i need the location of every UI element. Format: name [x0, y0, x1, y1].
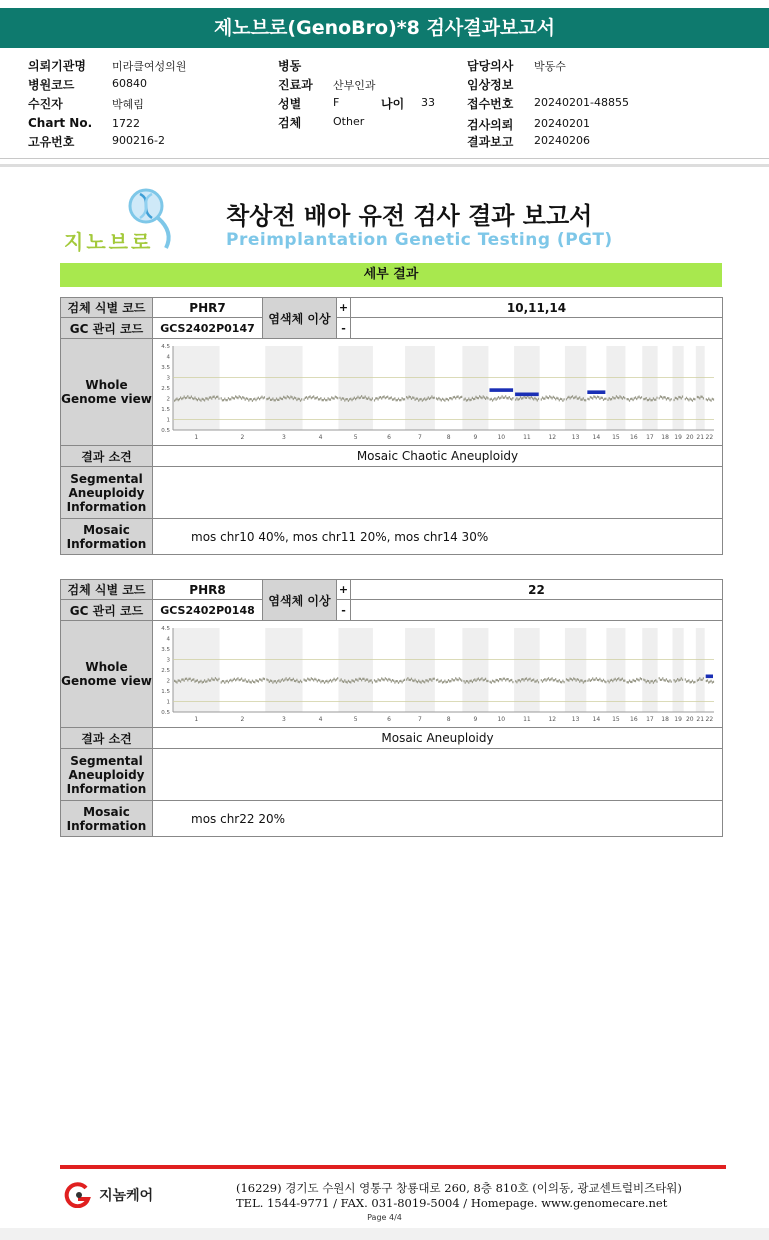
plus-value: 22	[351, 580, 723, 600]
x-tick-label: 5	[353, 716, 358, 723]
info-value: 20240206	[534, 134, 590, 147]
divider	[0, 164, 769, 167]
info-value: F	[333, 96, 340, 109]
x-tick-label: 18	[661, 434, 669, 441]
copy-number-points	[174, 396, 714, 401]
segmental-label: Segmental Aneuploidy Information	[61, 467, 153, 519]
finding-value: Mosaic Chaotic Aneuploidy	[153, 446, 723, 467]
wgv-label: Whole Genome view	[61, 621, 153, 728]
x-tick-label: 4	[318, 434, 323, 441]
y-tick-label: 2.5	[161, 668, 170, 674]
x-tick-label: 4	[318, 716, 323, 723]
chromosome-band	[265, 346, 302, 430]
x-tick-label: 1	[194, 434, 199, 441]
footer-contact: TEL. 1544-9771 / FAX. 031-8019-5004 / Homepage. www.genomecare.net	[236, 1196, 668, 1210]
info-value: 미라클여성의원	[112, 60, 187, 73]
x-tick-label: 14	[592, 434, 601, 441]
wgv-label: Whole Genome view	[61, 339, 153, 446]
x-tick-label: 11	[523, 434, 531, 441]
x-tick-label: 7	[418, 716, 422, 723]
sample-code-label: 검체 식별 코드	[61, 298, 153, 318]
info-label: 성별	[278, 97, 302, 111]
info-value: Other	[333, 115, 365, 128]
y-tick-label: 0.5	[161, 710, 170, 716]
x-tick-label: 2	[240, 716, 245, 723]
minus-value	[351, 600, 723, 621]
x-tick-label: 21	[696, 716, 705, 723]
info-value: 박동수	[534, 60, 566, 73]
gc-code: GCS2402P0147	[153, 318, 263, 339]
divider	[0, 158, 769, 159]
x-tick-label: 12	[548, 434, 557, 441]
x-tick-label: 22	[705, 434, 714, 441]
finding-label: 결과 소견	[61, 446, 153, 467]
footer-address: (16229) 경기도 수원시 영통구 창룡대로 260, 8층 810호 (이의동, 광교센트럴비즈타워)	[236, 1181, 682, 1195]
segmental-label: Segmental Aneuploidy Information	[61, 749, 153, 801]
sample-code: PHR8	[153, 580, 263, 600]
info-label: 진료과	[278, 78, 313, 92]
finding-value: Mosaic Aneuploidy	[153, 728, 723, 749]
x-tick-label: 13	[571, 434, 580, 441]
info-label: 검사의뢰	[467, 118, 514, 132]
x-tick-label: 10	[497, 716, 506, 723]
mosaic-label: Mosaic Information	[61, 801, 153, 837]
chromosome-band	[514, 628, 540, 712]
chromosome-band	[338, 628, 372, 712]
gain-segment-chr14	[587, 390, 605, 394]
sample-code-label: 검체 식별 코드	[61, 580, 153, 600]
report-header-title: 제노브로(GenoBro)*8 검사결과보고서	[0, 8, 769, 48]
x-tick-label: 12	[548, 716, 557, 723]
info-label: 병동	[278, 59, 302, 73]
y-tick-label: 3	[166, 375, 170, 382]
sample-table	[60, 579, 723, 837]
abnormal-label: 염색체 이상	[263, 580, 337, 621]
info-value: 33	[421, 96, 435, 109]
logo-text: 지노브로	[64, 230, 154, 254]
footer-divider	[60, 1165, 726, 1169]
y-tick-label: 2	[166, 396, 170, 403]
x-tick-label: 20	[685, 716, 694, 723]
y-tick-label: 4	[166, 354, 170, 361]
chromosome-band	[696, 628, 705, 712]
x-tick-label: 17	[646, 716, 654, 723]
chromosome-band	[405, 628, 435, 712]
section-title: 세부 결과	[60, 263, 722, 287]
x-tick-label: 10	[497, 434, 506, 441]
finding-label: 결과 소견	[61, 728, 153, 749]
info-label: 의뢰기관명	[28, 59, 86, 73]
genome-chart	[153, 622, 721, 726]
gain-segment-chr11	[515, 393, 539, 397]
sample-code: PHR7	[153, 298, 263, 318]
info-label: 병원코드	[28, 78, 75, 92]
genome-plot	[153, 340, 721, 444]
x-tick-label: 21	[696, 434, 705, 441]
genomecare-logo-icon	[64, 1182, 94, 1208]
mosaic-value: mos chr22 20%	[153, 801, 723, 837]
info-label: 담당의사	[467, 59, 514, 73]
gain-segment-chr10	[489, 388, 513, 392]
minus-label: -	[337, 318, 351, 339]
info-value: 박혜림	[112, 98, 144, 111]
y-tick-label: 0.5	[161, 428, 170, 434]
y-tick-label: 1.5	[161, 689, 170, 695]
x-tick-label: 13	[571, 716, 580, 723]
info-value: 산부인과	[333, 79, 376, 92]
page-number: Page 4/4	[367, 1213, 402, 1222]
chromosome-band	[338, 346, 372, 430]
info-label: 검체	[278, 116, 302, 130]
x-tick-label: 3	[281, 434, 286, 441]
x-tick-label: 9	[473, 434, 478, 441]
segmental-value	[153, 467, 723, 519]
x-tick-label: 8	[446, 716, 451, 723]
plus-label: +	[337, 580, 351, 600]
sample-table	[60, 297, 723, 555]
chromosome-band	[565, 628, 586, 712]
x-tick-label: 19	[674, 434, 682, 441]
y-tick-label: 2	[166, 678, 170, 685]
chromosome-band	[462, 346, 488, 430]
x-tick-label: 15	[612, 716, 620, 723]
gc-code-label: GC 관리 코드	[61, 600, 153, 621]
chromosome-band	[642, 628, 657, 712]
info-label: 나이	[381, 97, 405, 111]
x-tick-label: 18	[661, 716, 669, 723]
x-tick-label: 5	[353, 434, 358, 441]
info-label: 결과보고	[467, 135, 514, 149]
report-title: 착상전 배아 유전 검사 결과 보고서	[226, 202, 593, 230]
plus-value: 10,11,14	[351, 298, 723, 318]
x-tick-label: 2	[240, 434, 245, 441]
genome-plot	[153, 622, 721, 726]
x-tick-label: 15	[612, 434, 620, 441]
chromosome-band	[673, 346, 684, 430]
chromosome-band	[565, 346, 586, 430]
info-label: 고유번호	[28, 135, 75, 149]
x-tick-label: 9	[473, 716, 478, 723]
info-value: 60840	[112, 77, 147, 90]
chromosome-band	[514, 346, 540, 430]
chromosome-band	[606, 346, 625, 430]
gain-segment-chr22	[706, 675, 713, 679]
copy-number-points	[174, 678, 714, 683]
info-label: 수진자	[28, 97, 63, 111]
segmental-value	[153, 749, 723, 801]
report-subtitle: Preimplantation Genetic Testing (PGT)	[226, 230, 613, 250]
chromosome-band	[173, 346, 220, 430]
chromosome-band	[673, 628, 684, 712]
genome-chart-cell	[153, 621, 723, 728]
y-tick-label: 2.5	[161, 386, 170, 392]
y-tick-label: 1.5	[161, 407, 170, 413]
gc-code: GCS2402P0148	[153, 600, 263, 621]
minus-label: -	[337, 600, 351, 621]
chromosome-band	[462, 628, 488, 712]
y-tick-label: 3.5	[161, 365, 170, 371]
x-tick-label: 6	[387, 716, 391, 723]
gc-code-label: GC 관리 코드	[61, 318, 153, 339]
genome-chart-cell	[153, 339, 723, 446]
y-tick-label: 1	[166, 417, 170, 424]
x-tick-label: 16	[630, 716, 638, 723]
chromosome-band	[173, 628, 220, 712]
y-tick-label: 3.5	[161, 647, 170, 653]
mosaic-value: mos chr10 40%, mos chr11 20%, mos chr14 30%	[153, 519, 723, 555]
footer-logo-text: 지놈케어	[99, 1188, 154, 1204]
info-value: 20240201	[534, 117, 590, 130]
chromosome-band	[405, 346, 435, 430]
info-value: 1722	[112, 117, 140, 130]
chromosome-band	[642, 346, 657, 430]
y-tick-label: 4	[166, 636, 170, 643]
genome-chart	[153, 340, 721, 444]
info-label: 임상정보	[467, 78, 514, 92]
chromosome-band	[265, 628, 302, 712]
abnormal-label: 염색체 이상	[263, 298, 337, 339]
info-value: 900216-2	[112, 134, 165, 147]
x-tick-label: 16	[630, 434, 638, 441]
x-tick-label: 17	[646, 434, 654, 441]
x-tick-label: 19	[674, 716, 682, 723]
info-label: Chart No.	[28, 116, 93, 130]
x-tick-label: 11	[523, 716, 531, 723]
y-tick-label: 3	[166, 657, 170, 664]
x-tick-label: 7	[418, 434, 422, 441]
chromosome-band	[606, 628, 625, 712]
y-tick-label: 1	[166, 699, 170, 706]
x-tick-label: 22	[705, 716, 714, 723]
x-tick-label: 20	[685, 434, 694, 441]
x-tick-label: 3	[281, 716, 286, 723]
y-tick-label: 4.5	[161, 626, 170, 632]
minus-value	[351, 318, 723, 339]
mosaic-label: Mosaic Information	[61, 519, 153, 555]
y-tick-label: 4.5	[161, 344, 170, 350]
chromosome-band	[696, 346, 705, 430]
plus-label: +	[337, 298, 351, 318]
info-value: 20240201-48855	[534, 96, 629, 109]
x-tick-label: 6	[387, 434, 391, 441]
footer-address-block	[236, 1181, 682, 1211]
x-tick-label: 1	[194, 716, 199, 723]
x-tick-label: 14	[592, 716, 601, 723]
x-tick-label: 8	[446, 434, 451, 441]
footer-logo	[64, 1182, 153, 1208]
info-label: 접수번호	[467, 97, 514, 111]
